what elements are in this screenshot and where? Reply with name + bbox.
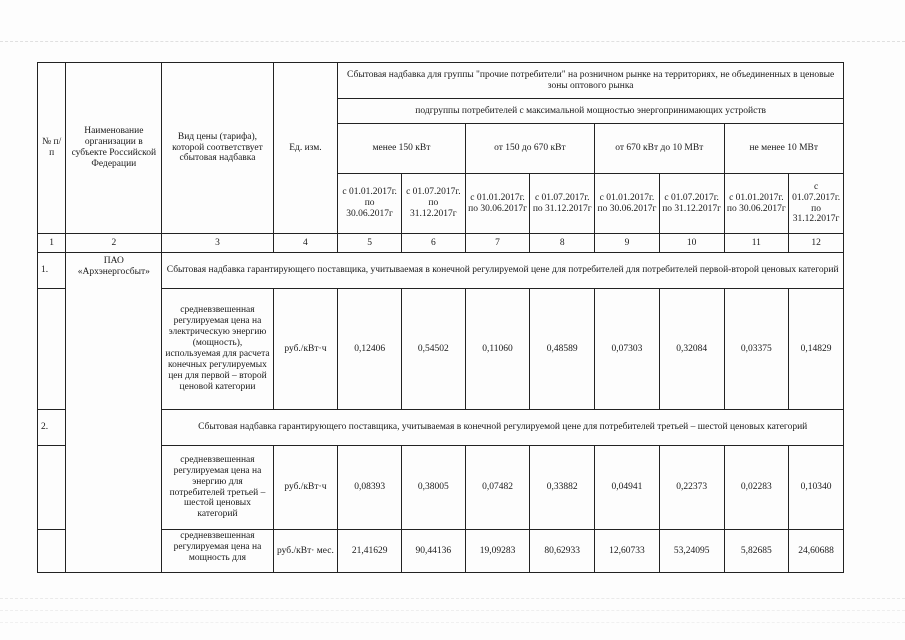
header-period: с 01.01.2017г. по 30.06.2017г	[724, 174, 789, 234]
header-range: от 670 кВт до 10 МВт	[595, 124, 724, 174]
header-period: с 01.07.2017г. по 31.12.2017г	[530, 174, 595, 234]
header-col-unit: Ед. изм.	[273, 63, 338, 234]
row-number: 2.	[38, 410, 66, 446]
value-cell: 0,02283	[724, 446, 789, 530]
header-col-org: Наименование организации в субъекте Российской Федерации	[66, 63, 162, 234]
value-cell: 5,82685	[724, 530, 789, 573]
column-number: 8	[530, 234, 595, 253]
tariff-table	[37, 62, 844, 573]
column-number: 10	[659, 234, 724, 253]
unit-cell: руб./кВт·ч	[273, 289, 338, 410]
column-number: 12	[789, 234, 844, 253]
value-cell: 0,38005	[401, 446, 465, 530]
row-number-empty	[38, 446, 66, 530]
column-number: 3	[162, 234, 273, 253]
value-cell: 0,22373	[659, 446, 724, 530]
row-number: 1.	[38, 253, 66, 289]
price-description: средневзвешенная регулируемая цена на мощность для	[162, 530, 273, 573]
value-cell: 0,54502	[401, 289, 465, 410]
header-col-num: № п/п	[38, 63, 66, 234]
value-cell: 0,12406	[338, 289, 402, 410]
value-cell: 0,03375	[724, 289, 789, 410]
row-number-empty	[38, 289, 66, 410]
value-cell: 0,32084	[659, 289, 724, 410]
column-number: 1	[38, 234, 66, 253]
value-cell: 0,04941	[595, 446, 660, 530]
scan-artifact-line	[0, 598, 905, 600]
value-cell: 90,44136	[401, 530, 465, 573]
header-period: с 01.07.2017г. по 31.12.2017г	[659, 174, 724, 234]
value-cell: 0,11060	[465, 289, 530, 410]
value-cell: 53,24095	[659, 530, 724, 573]
value-cell: 24,60688	[789, 530, 844, 573]
value-cell: 0,48589	[530, 289, 595, 410]
column-number: 11	[724, 234, 789, 253]
header-period: с 01.01.2017г. по 30.06.2017г	[465, 174, 530, 234]
header-group-title: Сбытовая надбавка для группы "прочие потребители" на розничном рынке на территориях, не объединенных в ценовые зоны оптового рынка	[338, 63, 844, 99]
scan-artifact-line	[0, 610, 905, 612]
value-cell: 0,07482	[465, 446, 530, 530]
column-number: 4	[273, 234, 338, 253]
header-range: менее 150 кВт	[338, 124, 465, 174]
header-period: с 01.07.2017г. по 31.12.2017г	[789, 174, 844, 234]
price-description: средневзвешенная регулируемая цена на энергию для потребителей третьей – шестой ценовых категорий	[162, 446, 273, 530]
value-cell: 80,62933	[530, 530, 595, 573]
value-cell: 0,14829	[789, 289, 844, 410]
price-description: средневзвешенная регулируемая цена на электрическую энергию (мощность), используемая для расчета конечных регулируемых цен для первой – второй ценовой категории	[162, 289, 273, 410]
value-cell: 0,33882	[530, 446, 595, 530]
value-cell: 0,07303	[595, 289, 660, 410]
column-number: 6	[401, 234, 465, 253]
organization-name: ПАО «Архэнергосбыт»	[66, 253, 162, 573]
column-number: 2	[66, 234, 162, 253]
header-range: не менее 10 МВт	[724, 124, 844, 174]
scan-artifact-line	[0, 622, 905, 624]
unit-cell: руб./кВт·ч	[273, 446, 338, 530]
value-cell: 0,10340	[789, 446, 844, 530]
header-col-price: Вид цены (тарифа), которой соответствует сбытовая надбавка	[162, 63, 273, 234]
scan-artifact-line	[0, 41, 905, 43]
value-cell: 12,60733	[595, 530, 660, 573]
header-range: от 150 до 670 кВт	[465, 124, 594, 174]
value-cell: 19,09283	[465, 530, 530, 573]
section-title: Сбытовая надбавка гарантирующего поставщика, учитываемая в конечной регулируемой цене для потребителей для потребителей первой-второй ценовых категорий	[162, 253, 844, 289]
column-number: 9	[595, 234, 660, 253]
header-period: с 01.01.2017г. по 30.06.2017г	[338, 174, 402, 234]
section-title: Сбытовая надбавка гарантирующего поставщика, учитываемая в конечной регулируемой цене для потребителей третьей – шестой ценовых категорий	[162, 410, 844, 446]
unit-cell: руб./кВт· мес.	[273, 530, 338, 573]
column-number: 7	[465, 234, 530, 253]
value-cell: 0,08393	[338, 446, 402, 530]
header-period: с 01.01.2017г. по 30.06.2017г	[595, 174, 660, 234]
header-period: с 01.07.2017г. по 31.12.2017г	[401, 174, 465, 234]
row-number-empty	[38, 530, 66, 573]
column-number: 5	[338, 234, 402, 253]
value-cell: 21,41629	[338, 530, 402, 573]
header-subgroup-title: подгруппы потребителей с максимальной мощностью энергопринимающих устройств	[338, 99, 844, 124]
